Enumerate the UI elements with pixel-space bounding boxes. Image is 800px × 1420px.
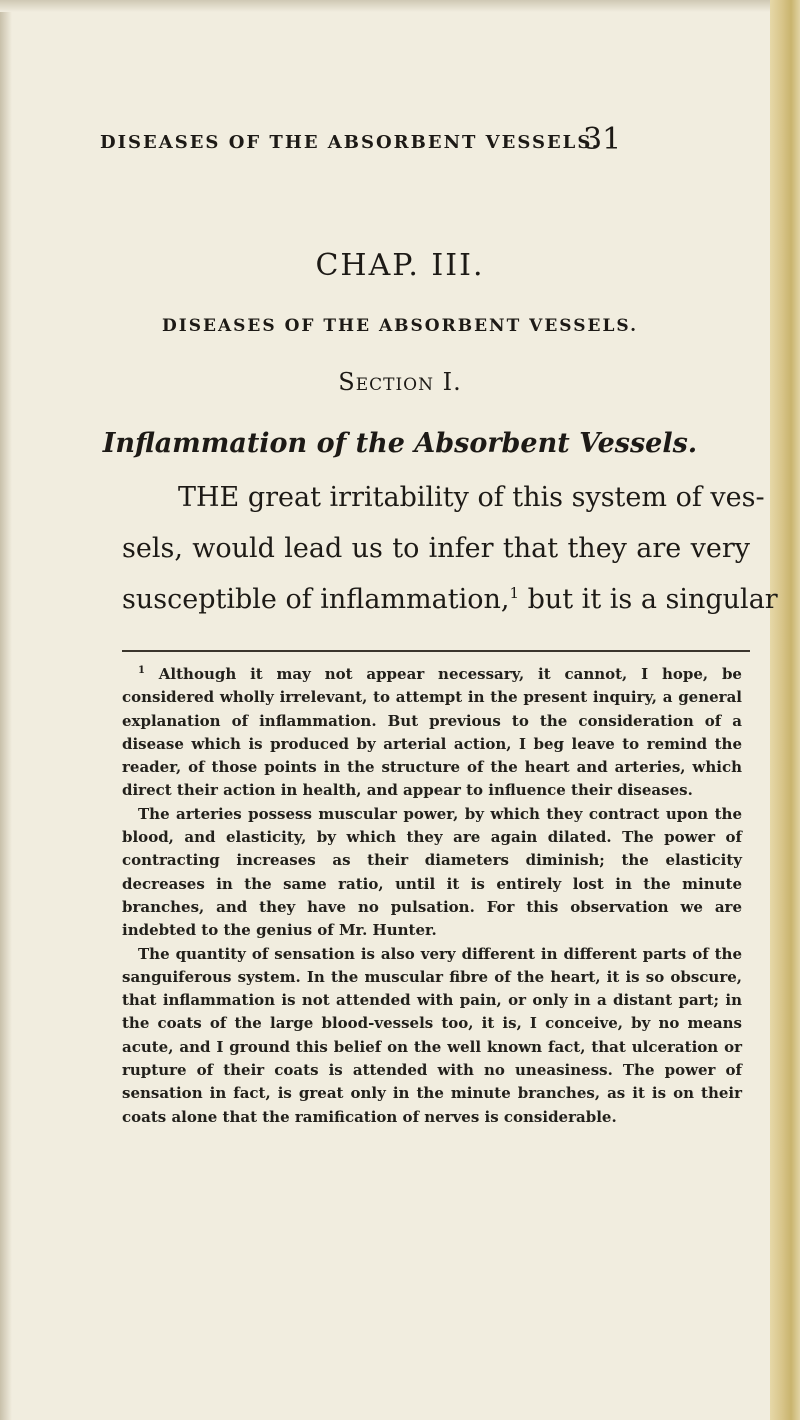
page-top-edge xyxy=(0,0,800,12)
page-gutter-shadow xyxy=(0,0,12,1420)
body-line-1: THE great irritability of this system of ves- xyxy=(178,482,765,513)
footnote-paragraph-1 xyxy=(122,663,742,803)
footnote-paragraph-1-text: Although it may not appear necessary, it cannot, I hope, be considered wholly irrelevant, to attempt in the present inquiry, a general explanation of inflammation. But previous to the consideration of a disease which is produced by arterial action, I beg leave to remind the reader, of those points in the structure of the heart and arteries, which direct their action in health, and appear to influence their diseases. xyxy=(122,665,742,800)
body-line-3-start: susceptible of inflammation, xyxy=(122,584,510,615)
page-number: 31 xyxy=(583,122,622,157)
footnote-block xyxy=(122,663,742,1129)
body-line-3-end: but it is a singular xyxy=(527,584,778,615)
section-heading: Section I. xyxy=(338,368,462,396)
chapter-subtitle: DISEASES OF THE ABSORBENT VESSELS. xyxy=(162,316,638,336)
page-fore-edge xyxy=(770,0,800,1420)
section-title: Inflammation of the Absorbent Vessels. xyxy=(102,428,698,459)
running-header-title: DISEASES OF THE ABSORBENT VESSELS. xyxy=(100,132,600,153)
body-line-2: sels, would lead us to infer that they are very xyxy=(122,533,750,564)
footnote-paragraph-2: The arteries possess muscular power, by which they contract upon the blood, and elasticity, by which they are again dilated. The power of contracting increases as their diameters diminish; the elasticity decreases in the same ratio, until it is entirely lost in the minute branches, and they have no pulsation. For this observation we are indebted to the genius of Mr. Hunter. xyxy=(122,804,742,940)
footnote-reference: 1 xyxy=(509,584,519,602)
chapter-title: CHAP. III. xyxy=(315,248,485,283)
body-line-3 xyxy=(122,583,778,616)
footnote-paragraph-3: The quantity of sensation is also very different in different parts of the sanguiferous system. In the muscular fibre of the heart, it is so obscure, that inflammation is not attended with pain, or only in a distant part; in the coats of the large blood-vessels too, it is, I conceive, by no means acute, and I ground this belief on the well known fact, that ulceration or rupture of their coats is attended with no uneasiness. The power of sensation in fact, is great only in the minute branches, as it is on their coats alone that the ramification of nerves is considerable. xyxy=(122,944,742,1126)
footnote-marker: 1 xyxy=(138,665,145,676)
footnote-divider xyxy=(122,650,750,652)
running-header xyxy=(100,122,760,157)
